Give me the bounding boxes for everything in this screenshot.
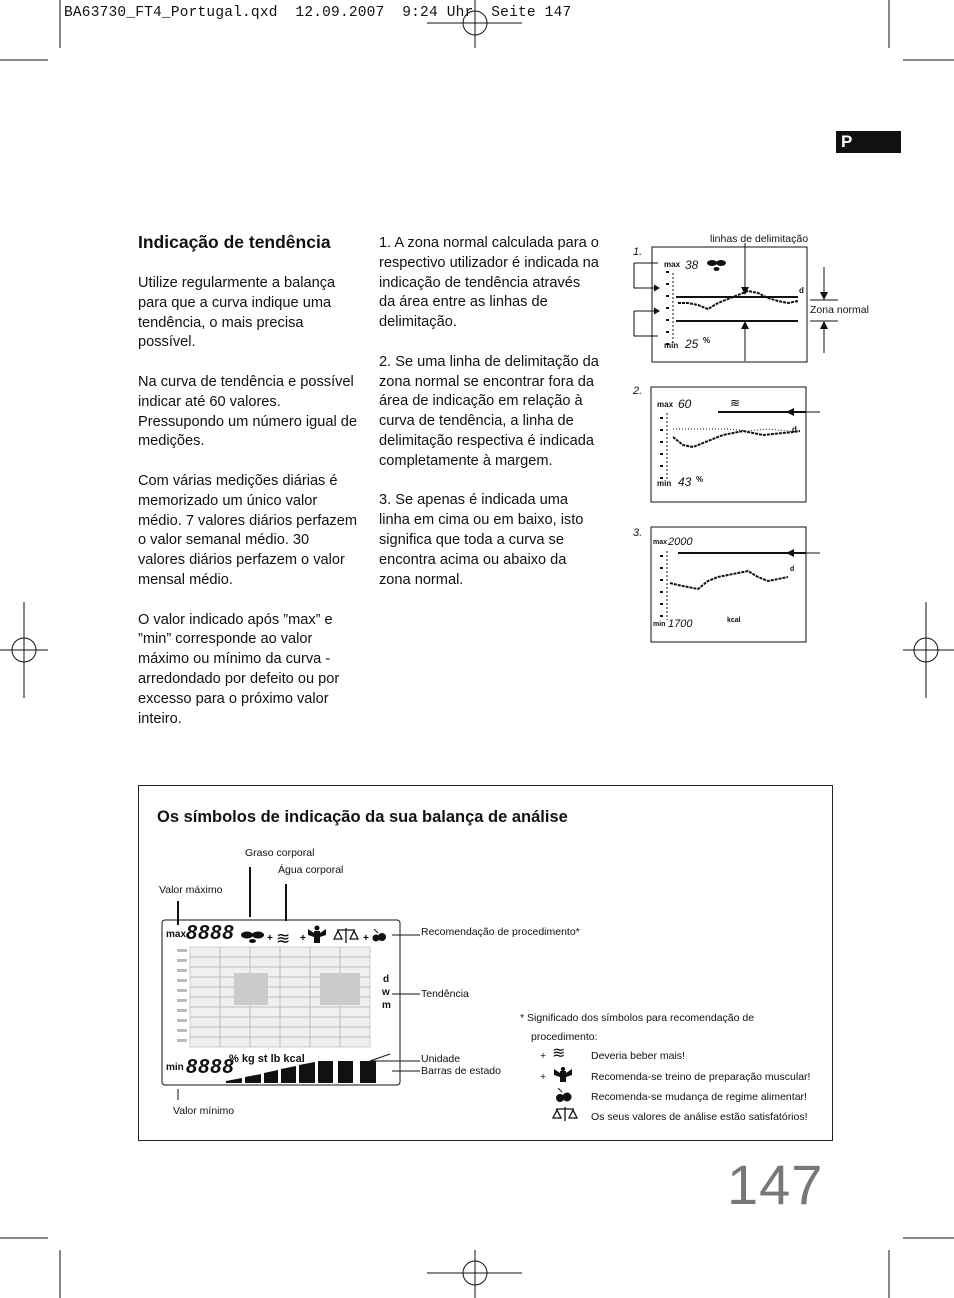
- fruit-icon: [373, 929, 387, 942]
- legend-prefix: +: [540, 1050, 547, 1062]
- fig2-max-value: 60: [678, 397, 692, 411]
- legend-text: Recomenda-se treino de preparação muscular!: [591, 1071, 811, 1083]
- paragraph: 3. Se apenas é indicada uma linha em cima ou em baixo, isto significa que toda a curva se encontra acima ou abaixo da zona normal.: [379, 492, 584, 588]
- label-graso: Graso corporal: [245, 847, 315, 859]
- muscle-icon: [553, 1067, 573, 1083]
- legend-text: Os seus valores de análise estão satisfatórios!: [591, 1111, 808, 1123]
- lcd-min-label: min: [166, 1062, 184, 1073]
- fruit-icon: [554, 1087, 574, 1103]
- figure-3-number: 3.: [633, 527, 643, 539]
- trend-figure-2: [648, 385, 823, 505]
- svg-text:+: +: [267, 933, 273, 944]
- lcd-max-digits: 8888: [186, 922, 235, 944]
- scale-balance-icon: [552, 1106, 578, 1122]
- fig3-unit: kcal: [727, 617, 741, 624]
- fig1-unit: %: [703, 336, 711, 345]
- paragraph: 2. Se uma linha de delimitação da zona normal se encontrar fora da área de indicação em relação à curva de tendência, a linha de delimitação respectiva é indicada completamente à margem.: [379, 353, 599, 469]
- fig2-min-label: min: [657, 479, 672, 488]
- fig1-max-label: max: [664, 260, 681, 269]
- fig2-period: d: [792, 425, 797, 434]
- paragraph: O valor indicado após ”max” e ”min” corresponde ao valor máximo ou mínimo da curva - arredondado por defeito ou por excesso para o próximo valor inteiro.: [138, 611, 340, 727]
- figure-2-number: 2.: [633, 385, 643, 397]
- fig2-max-label: max: [657, 400, 674, 409]
- fig3-period: d: [790, 566, 795, 573]
- page-number: 147: [727, 1153, 824, 1216]
- fig3-max-label: max: [653, 539, 668, 546]
- scale-balance-icon: [334, 928, 358, 943]
- lcd-period-w: w: [382, 987, 390, 998]
- label-recomendacao: Recomendação de procedimento*: [421, 926, 580, 938]
- symbols-box-title: Os símbolos de indicação da sua balança de análise: [157, 808, 568, 826]
- text-column-middle: [379, 234, 599, 610]
- label-valor-min: Valor mínimo: [173, 1105, 235, 1117]
- fig3-min-label: min: [653, 621, 666, 628]
- label-agua: Água corporal: [278, 864, 344, 876]
- svg-text:+: +: [363, 933, 369, 944]
- paragraph: Utilize regularmente a balança para que a curva indique uma tendência, o mais precisa possível.: [138, 275, 336, 351]
- fig3-min-value: 1700: [668, 618, 693, 630]
- print-file-header: BA63730_FT4_Portugal.qxd 12.09.2007 9:24 Uhr Seite 147: [64, 5, 572, 21]
- legend-prefix: +: [540, 1071, 547, 1083]
- text-column-left: [138, 274, 358, 749]
- water-waves-icon: ≋: [730, 396, 741, 410]
- paragraph: Com várias medições diárias é memorizado um único valor médio. 7 valores diários perfazem o valor semanal médio. 30 valores diários perfazem o valor mensal médio.: [138, 472, 358, 588]
- fig1-min-label: min: [664, 341, 679, 350]
- paragraph: Na curva de tendência e possível indicar até 60 valores. Pressupondo um número igual de medições.: [138, 373, 358, 450]
- figure-1-number: 1.: [633, 246, 643, 258]
- fig2-unit: %: [696, 475, 704, 484]
- footnote-intro-1: * Significado dos símbolos para recomendação de: [520, 1012, 755, 1024]
- lcd-max-label: max: [166, 929, 187, 940]
- label-barras: Barras de estado: [421, 1065, 501, 1077]
- fig1-max-value: 38: [685, 258, 699, 272]
- legend-text: Recomenda-se mudança de regime alimentar!: [591, 1091, 807, 1103]
- label-tendencia: Tendência: [421, 988, 469, 1000]
- figure-1-lines-label: linhas de delimitação: [710, 233, 809, 245]
- label-valor-max: Valor máximo: [159, 884, 223, 896]
- legend-text: Deveria beber mais!: [591, 1050, 685, 1062]
- section-title: Indicação de tendência: [138, 232, 331, 252]
- footnote-intro-2: procedimento:: [531, 1031, 598, 1043]
- fig3-max-value: 2000: [668, 536, 693, 548]
- lcd-period-d: d: [383, 974, 390, 985]
- lcd-period-m: m: [382, 1000, 391, 1011]
- body-fat-icon: [241, 932, 253, 939]
- lcd-min-digits: 8888: [186, 1056, 235, 1078]
- fig2-min-value: 43: [678, 475, 692, 489]
- water-icon: ≋: [276, 929, 291, 949]
- lcd-units: % kg st lb kcal: [229, 1053, 305, 1065]
- trend-figure-1: [628, 243, 858, 368]
- svg-text:+: +: [300, 933, 306, 944]
- language-tab: P: [836, 131, 901, 153]
- paragraph: 1. A zona normal calculada para o respectivo utilizador é indicada na indicação de tendência através da área entre as linhas de delimitação.: [379, 235, 599, 331]
- fig1-min-value: 25: [685, 337, 699, 351]
- label-unidade: Unidade: [421, 1053, 461, 1065]
- muscle-icon: [308, 926, 326, 944]
- water-waves-icon: ≋: [552, 1043, 566, 1062]
- figure-1-zone-label: Zona normal: [810, 304, 869, 316]
- fig1-period: d: [799, 286, 804, 295]
